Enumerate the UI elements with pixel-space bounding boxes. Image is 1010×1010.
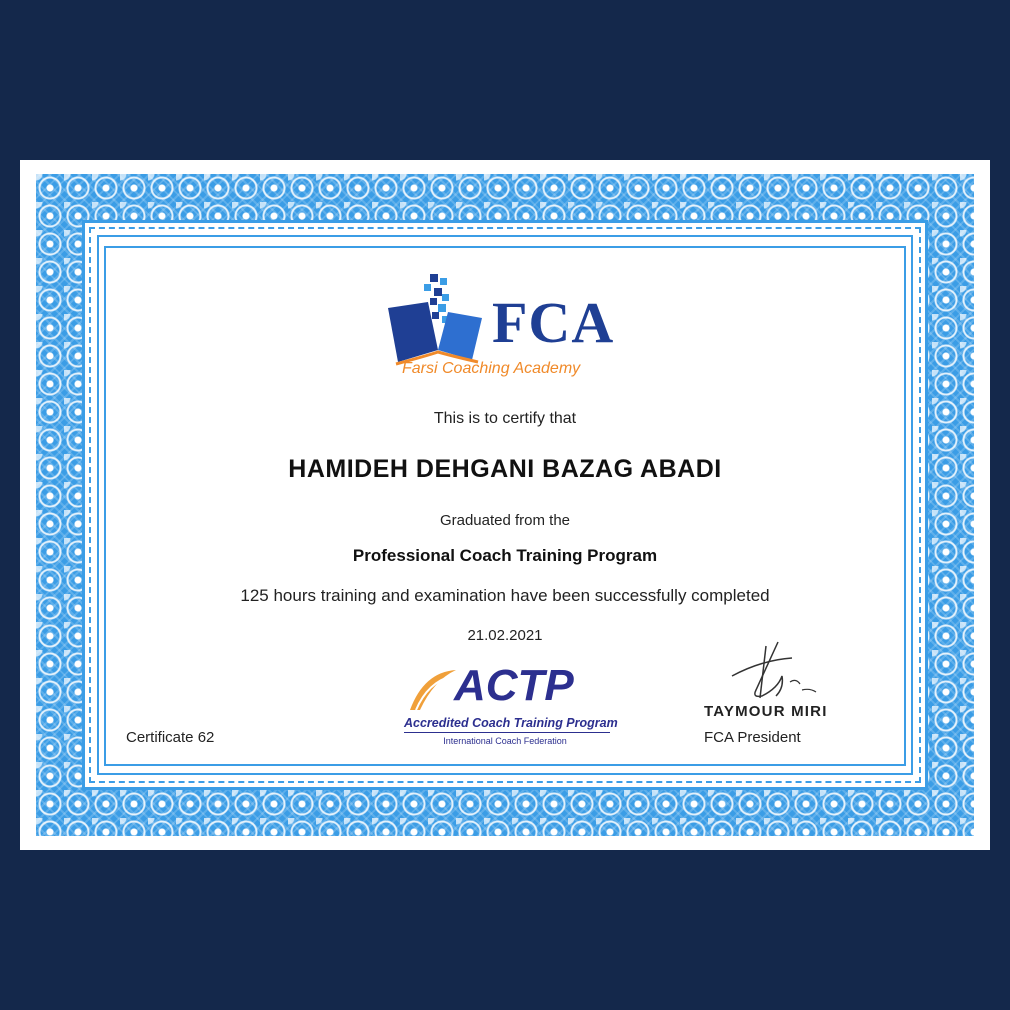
program-name: Professional Coach Training Program (352, 546, 658, 565)
signature (722, 638, 822, 708)
signatory-name: TAYMOUR MIRI (704, 703, 828, 720)
certificate-date: 21.02.2021 (467, 627, 543, 644)
hours-line: 125 hours training and examination have been successfully completed (240, 586, 770, 605)
recipient-name: HAMIDEH DEHGANI BAZAG ABADI (288, 455, 722, 483)
actp-logo-text: ACTP (454, 661, 574, 710)
actp-logo (400, 661, 618, 752)
certify-line: This is to certify that (433, 410, 577, 427)
certificate-number: Certificate 62 (126, 729, 215, 746)
fca-logo-text: FCA (492, 290, 615, 355)
actp-program-name: Accredited Coach Training Program (404, 716, 610, 733)
actp-organization: International Coach Federation (443, 736, 567, 746)
fca-logo-subtitle: Farsi Coaching Academy (402, 360, 581, 377)
signatory-title: FCA President (704, 729, 801, 746)
fca-logo (386, 272, 636, 382)
swoosh-icon (406, 666, 458, 714)
open-book-icon (386, 272, 490, 366)
graduated-line: Graduated from the (439, 512, 571, 529)
